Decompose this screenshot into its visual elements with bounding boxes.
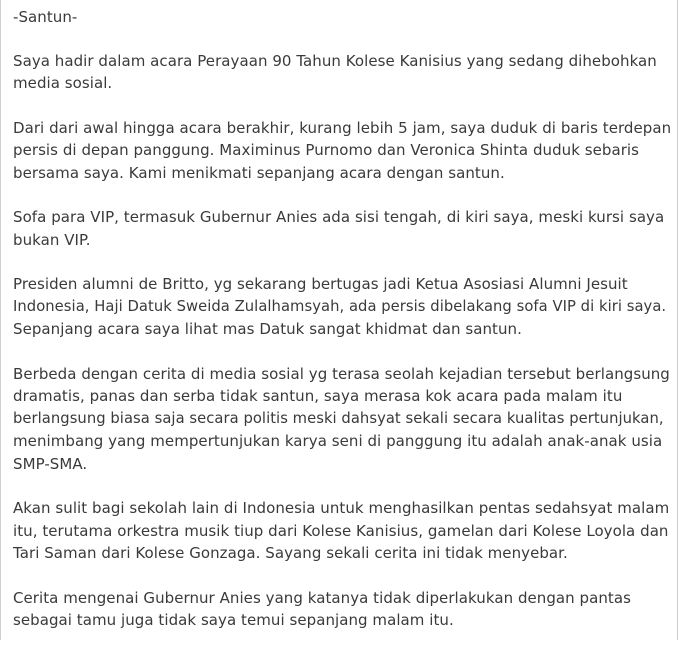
text-line: Indonesia, Haji Datuk Sweida Zulalhamsyah, ada persis dibelakang sofa VIP di kiri saya. [13,297,667,315]
text-line: Akan sulit bagi sekolah lain di Indonesia untuk menghasilkan pentas sedahsyat malam [13,499,670,517]
text-line: Cerita mengenai Gubernur Anies yang katanya tidak diperlakukan dengan pantas [13,588,631,607]
text-line: dramatis, panas dan serba tidak santun, saya merasa kok acara pada malam itu [13,387,623,405]
text-line: berlangsung biasa saja secara politis meski dahsyat sekali secara kualitas pertunjukan, [13,409,664,427]
article-body [13,6,673,654]
text-line: menimbang yang mempertunjukan karya seni di panggung itu adalah anak-anak usia [13,432,663,450]
paragraph-2 [13,117,673,185]
text-line: Saya hadir dalam acara Perayaan 90 Tahun Kolese Kanisius yang sedang dihebohkan [13,51,657,70]
paragraph-3 [13,206,673,251]
text-line: Presiden alumni de Britto, yg sekarang bertugas jadi Ketua Asosiasi Alumni Jesuit [13,275,628,293]
text-line: persis di depan panggung. Maximinus Purnomo dan Veronica Shinta duduk sebaris [13,141,640,159]
text-line: bukan VIP. [13,230,91,249]
text-line: Dari dari awal hingga acara berakhir, kurang lebih 5 jam, saya duduk di baris terdepan [13,118,672,137]
text-line: media sosial. [13,74,113,92]
text-line: Tari Saman dari Kolese Gonzaga. Sayang sekali cerita ini tidak menyebar. [13,544,568,562]
text-line: Sepanjang acara saya lihat mas Datuk sangat khidmat dan santun. [13,320,522,338]
paragraph-title [13,6,673,29]
text-line: Sofa para VIP, termasuk Gubernur Anies ada sisi tengah, di kiri saya, meski kursi saya [13,208,665,226]
text-line: itu, terutama orkestra musik tiup dari Kolese Kanisius, gamelan dari Kolese Loyola dan [13,521,669,540]
paragraph-4 [13,273,673,341]
paragraph-1 [13,50,673,95]
text-line: -Santun- [13,8,78,26]
text-line: SMP-SMA. [13,454,88,473]
text-line: bersama saya. Kami menikmati sepanjang acara dengan santun. [13,163,505,182]
paragraph-7 [13,587,673,632]
paragraph-5 [13,363,673,476]
paragraph-6 [13,497,673,565]
text-line: Berbeda dengan cerita di media sosial yg terasa seolah kejadian tersebut berlangsung [13,364,670,383]
text-line: sebagai tamu juga tidak saya temui sepanjang malam itu. [13,611,454,629]
